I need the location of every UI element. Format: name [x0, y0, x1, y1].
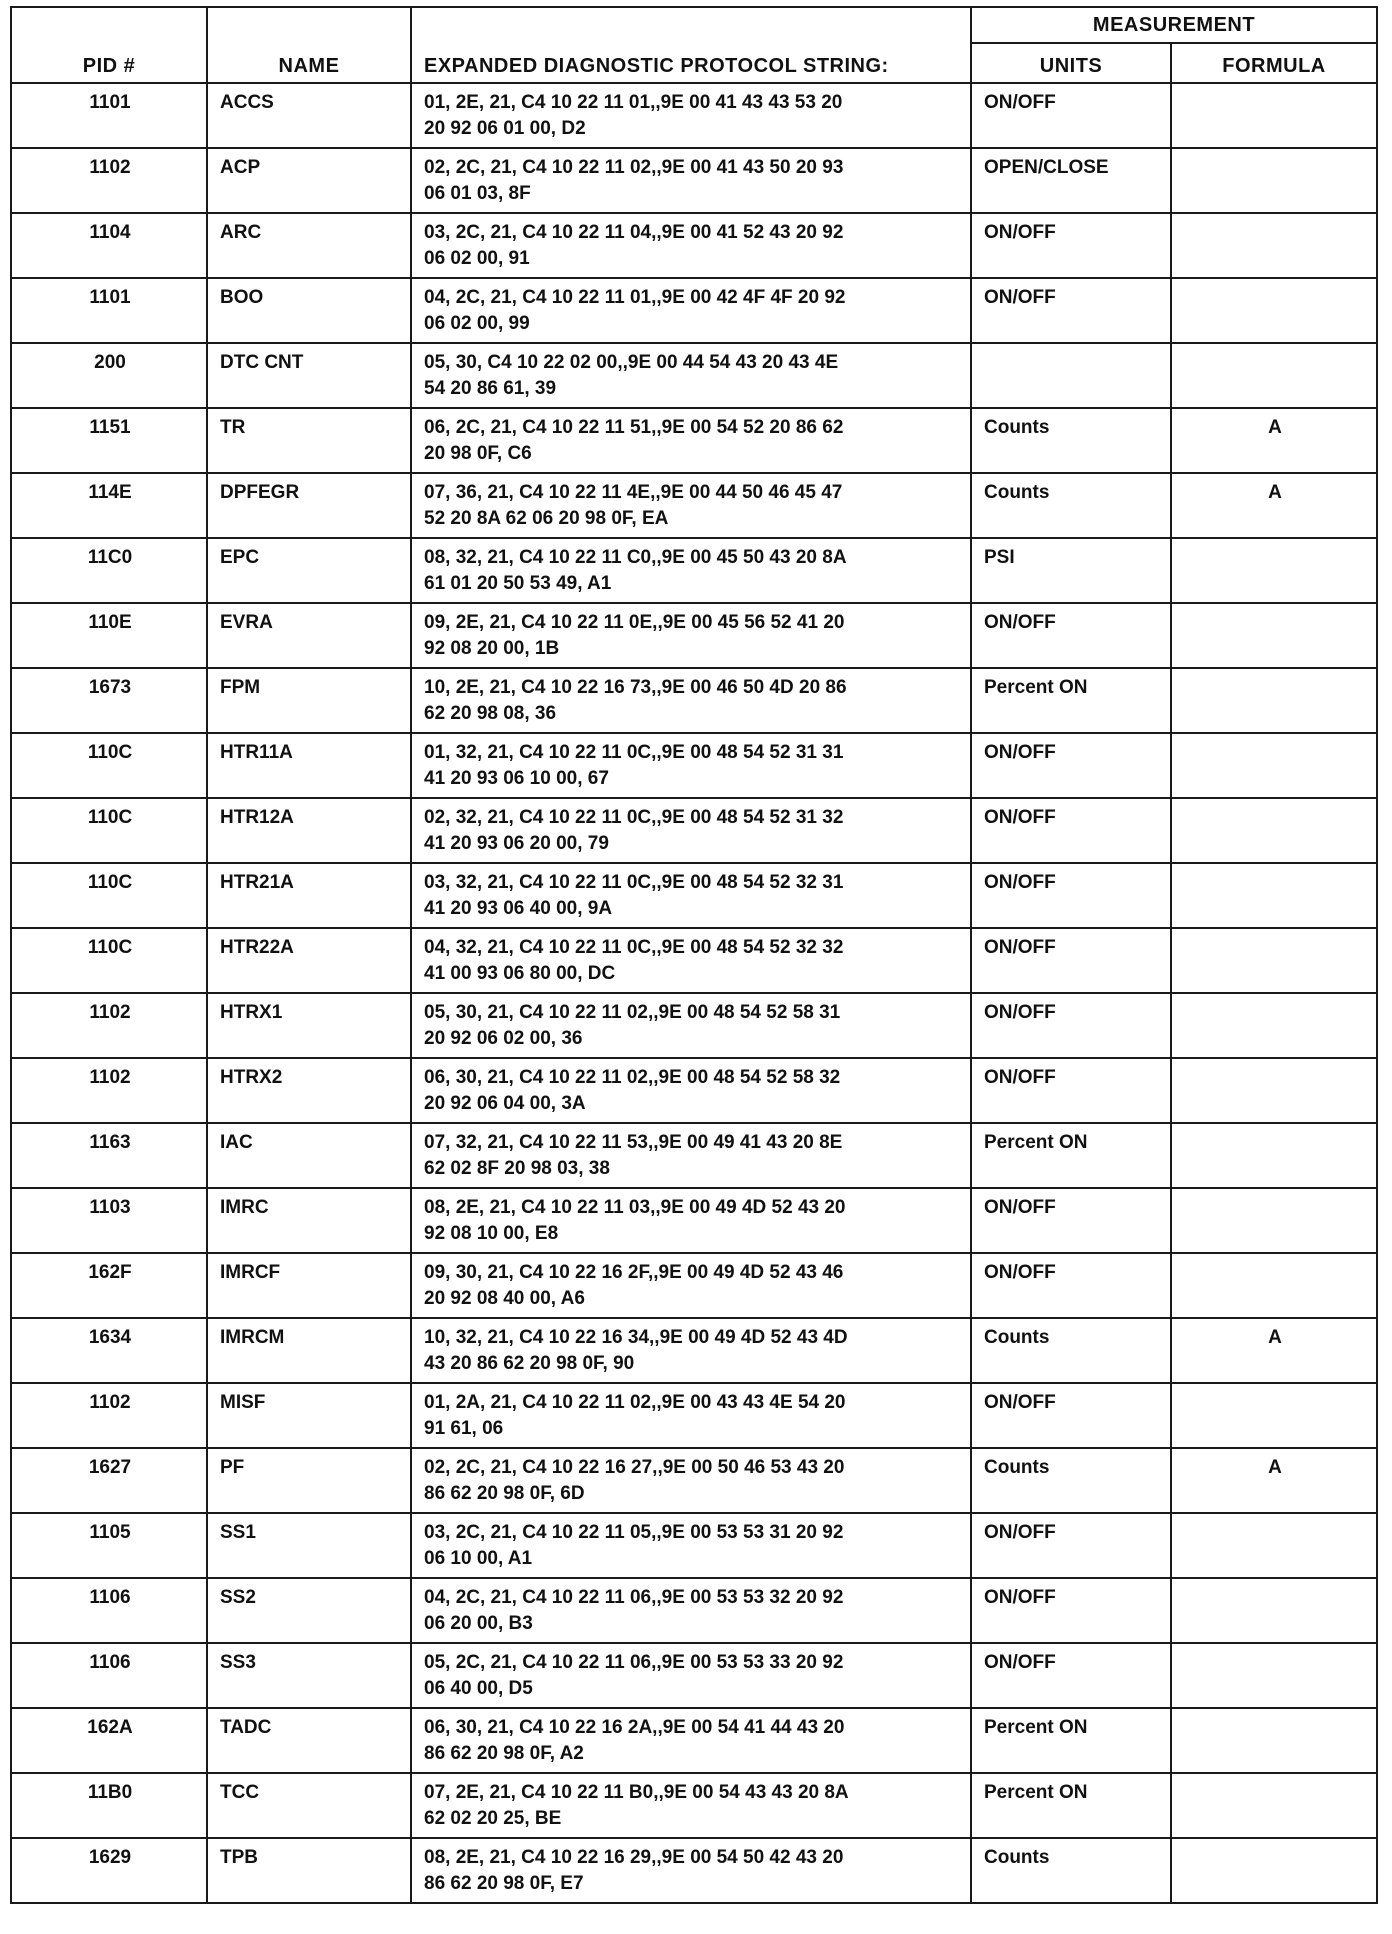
- protocol-string-line-1: 08, 32, 21, C4 10 22 11 C0,,9E 00 45 50 43 20 8A: [424, 547, 847, 568]
- protocol-string-line-1: 01, 2A, 21, C4 10 22 11 02,,9E 00 43 43 4E 54 20: [424, 1392, 846, 1413]
- pid-cell: 1102: [11, 148, 207, 213]
- table-row: [11, 1318, 1377, 1383]
- units-cell: Percent ON: [971, 1708, 1171, 1773]
- protocol-string-line-1: 09, 2E, 21, C4 10 22 11 0E,,9E 00 45 56 52 41 20: [424, 612, 845, 633]
- table-row: [11, 993, 1377, 1058]
- name-cell: IMRCF: [207, 1253, 411, 1318]
- protocol-string-line-2: 06 02 00, 91: [424, 248, 530, 269]
- protocol-string-line-1: 04, 2C, 21, C4 10 22 11 06,,9E 00 53 53 32 20 92: [424, 1587, 844, 1608]
- protocol-string-line-2: 52 20 8A 62 06 20 98 0F, EA: [424, 508, 669, 529]
- table-row: [11, 1448, 1377, 1513]
- units-cell: ON/OFF: [971, 1578, 1171, 1643]
- formula-cell: A: [1171, 408, 1377, 473]
- protocol-string-line-2: 20 98 0F, C6: [424, 443, 532, 464]
- formula-cell: [1171, 343, 1377, 408]
- units-cell: ON/OFF: [971, 733, 1171, 798]
- pid-cell: 110E: [11, 603, 207, 668]
- protocol-string-cell: [411, 1708, 971, 1773]
- protocol-string-cell: [411, 1383, 971, 1448]
- formula-cell: [1171, 603, 1377, 668]
- pid-cell: 11C0: [11, 538, 207, 603]
- name-cell: HTR22A: [207, 928, 411, 993]
- header-pid: PID #: [11, 7, 207, 83]
- protocol-string-cell: [411, 1058, 971, 1123]
- table-row: [11, 1513, 1377, 1578]
- protocol-string-line-1: 04, 2C, 21, C4 10 22 11 01,,9E 00 42 4F 4F 20 92: [424, 287, 846, 308]
- formula-cell: [1171, 1058, 1377, 1123]
- protocol-string-cell: [411, 278, 971, 343]
- protocol-string-line-2: 20 92 06 01 00, D2: [424, 118, 586, 139]
- diagnostic-pid-table: [10, 6, 1378, 1904]
- units-cell: ON/OFF: [971, 798, 1171, 863]
- name-cell: ARC: [207, 213, 411, 278]
- name-cell: EPC: [207, 538, 411, 603]
- formula-cell: [1171, 1188, 1377, 1253]
- formula-cell: A: [1171, 1318, 1377, 1383]
- table-row: [11, 473, 1377, 538]
- protocol-string-cell: [411, 1318, 971, 1383]
- formula-cell: [1171, 1708, 1377, 1773]
- protocol-string-cell: [411, 213, 971, 278]
- table-row: [11, 798, 1377, 863]
- protocol-string-line-2: 62 02 20 25, BE: [424, 1808, 562, 1829]
- table-row: [11, 668, 1377, 733]
- table-row: [11, 603, 1377, 668]
- name-cell: IAC: [207, 1123, 411, 1188]
- name-cell: HTR11A: [207, 733, 411, 798]
- protocol-string-line-1: 05, 2C, 21, C4 10 22 11 06,,9E 00 53 53 33 20 92: [424, 1652, 844, 1673]
- pid-cell: 110C: [11, 928, 207, 993]
- header-units: UNITS: [971, 43, 1171, 83]
- protocol-string-line-2: 20 92 06 02 00, 36: [424, 1028, 583, 1049]
- pid-cell: 1627: [11, 1448, 207, 1513]
- table-row: [11, 213, 1377, 278]
- pid-cell: 1105: [11, 1513, 207, 1578]
- pid-cell: 1104: [11, 213, 207, 278]
- pid-cell: 1151: [11, 408, 207, 473]
- units-cell: ON/OFF: [971, 603, 1171, 668]
- formula-cell: [1171, 213, 1377, 278]
- protocol-string-line-1: 04, 32, 21, C4 10 22 11 0C,,9E 00 48 54 52 32 32: [424, 937, 844, 958]
- formula-cell: [1171, 1383, 1377, 1448]
- units-cell: ON/OFF: [971, 993, 1171, 1058]
- formula-cell: A: [1171, 1448, 1377, 1513]
- pid-cell: 1102: [11, 993, 207, 1058]
- table-body: [11, 83, 1377, 1903]
- protocol-string-line-1: 09, 30, 21, C4 10 22 16 2F,,9E 00 49 4D 52 43 46: [424, 1262, 844, 1283]
- protocol-string-line-1: 01, 2E, 21, C4 10 22 11 01,,9E 00 41 43 43 53 20: [424, 92, 843, 113]
- protocol-string-line-2: 41 20 93 06 20 00, 79: [424, 833, 609, 854]
- protocol-string-line-2: 91 61, 06: [424, 1418, 504, 1439]
- units-cell: [971, 343, 1171, 408]
- formula-cell: [1171, 1578, 1377, 1643]
- protocol-string-cell: [411, 1578, 971, 1643]
- table-row: [11, 278, 1377, 343]
- pid-cell: 162A: [11, 1708, 207, 1773]
- name-cell: SS2: [207, 1578, 411, 1643]
- protocol-string-line-2: 86 62 20 98 0F, E7: [424, 1873, 584, 1894]
- units-cell: Percent ON: [971, 1773, 1171, 1838]
- name-cell: ACCS: [207, 83, 411, 148]
- protocol-string-line-1: 07, 36, 21, C4 10 22 11 4E,,9E 00 44 50 46 45 47: [424, 482, 843, 503]
- formula-cell: [1171, 798, 1377, 863]
- formula-cell: [1171, 278, 1377, 343]
- units-cell: ON/OFF: [971, 213, 1171, 278]
- pid-cell: 162F: [11, 1253, 207, 1318]
- protocol-string-cell: [411, 1773, 971, 1838]
- protocol-string-line-2: 06 10 00, A1: [424, 1548, 533, 1569]
- protocol-string-line-2: 41 00 93 06 80 00, DC: [424, 963, 616, 984]
- protocol-string-line-1: 06, 2C, 21, C4 10 22 11 51,,9E 00 54 52 20 86 62: [424, 417, 844, 438]
- units-cell: Counts: [971, 1318, 1171, 1383]
- header-formula: FORMULA: [1171, 43, 1377, 83]
- pid-cell: 1102: [11, 1058, 207, 1123]
- protocol-string-line-1: 08, 2E, 21, C4 10 22 16 29,,9E 00 54 50 42 43 20: [424, 1847, 844, 1868]
- pid-cell: 1101: [11, 83, 207, 148]
- pid-cell: 110C: [11, 863, 207, 928]
- protocol-string-cell: [411, 863, 971, 928]
- protocol-string-cell: [411, 668, 971, 733]
- protocol-string-line-1: 08, 2E, 21, C4 10 22 11 03,,9E 00 49 4D 52 43 20: [424, 1197, 846, 1218]
- protocol-string-line-2: 06 02 00, 99: [424, 313, 530, 334]
- units-cell: Counts: [971, 1448, 1171, 1513]
- formula-cell: [1171, 1253, 1377, 1318]
- name-cell: ACP: [207, 148, 411, 213]
- formula-cell: [1171, 538, 1377, 603]
- name-cell: SS1: [207, 1513, 411, 1578]
- units-cell: Counts: [971, 408, 1171, 473]
- name-cell: IMRCM: [207, 1318, 411, 1383]
- name-cell: MISF: [207, 1383, 411, 1448]
- protocol-string-line-1: 10, 2E, 21, C4 10 22 16 73,,9E 00 46 50 4D 20 86: [424, 677, 847, 698]
- name-cell: HTRX2: [207, 1058, 411, 1123]
- units-cell: OPEN/CLOSE: [971, 148, 1171, 213]
- protocol-string-line-1: 07, 2E, 21, C4 10 22 11 B0,,9E 00 54 43 43 20 8A: [424, 1782, 849, 1803]
- pid-cell: 11B0: [11, 1773, 207, 1838]
- protocol-string-cell: [411, 1123, 971, 1188]
- units-cell: PSI: [971, 538, 1171, 603]
- protocol-string-line-1: 03, 2C, 21, C4 10 22 11 05,,9E 00 53 53 31 20 92: [424, 1522, 844, 1543]
- table-row: [11, 1643, 1377, 1708]
- formula-cell: [1171, 863, 1377, 928]
- header-name: NAME: [207, 7, 411, 83]
- table-row: [11, 1253, 1377, 1318]
- protocol-string-cell: [411, 603, 971, 668]
- name-cell: IMRC: [207, 1188, 411, 1253]
- units-cell: Percent ON: [971, 668, 1171, 733]
- formula-cell: [1171, 1123, 1377, 1188]
- pid-cell: 110C: [11, 733, 207, 798]
- protocol-string-line-2: 06 20 00, B3: [424, 1613, 533, 1634]
- units-cell: ON/OFF: [971, 1383, 1171, 1448]
- units-cell: ON/OFF: [971, 278, 1171, 343]
- name-cell: EVRA: [207, 603, 411, 668]
- pid-cell: 1101: [11, 278, 207, 343]
- protocol-string-line-2: 41 20 93 06 10 00, 67: [424, 768, 609, 789]
- formula-cell: [1171, 668, 1377, 733]
- protocol-string-line-2: 06 01 03, 8F: [424, 183, 531, 204]
- pid-cell: 1106: [11, 1578, 207, 1643]
- name-cell: DPFEGR: [207, 473, 411, 538]
- protocol-string-line-2: 43 20 86 62 20 98 0F, 90: [424, 1353, 635, 1374]
- table-row: [11, 1383, 1377, 1448]
- protocol-string-cell: [411, 993, 971, 1058]
- protocol-string-cell: [411, 538, 971, 603]
- protocol-string-cell: [411, 1838, 971, 1903]
- name-cell: BOO: [207, 278, 411, 343]
- protocol-string-line-2: 20 92 06 04 00, 3A: [424, 1093, 586, 1114]
- units-cell: ON/OFF: [971, 1058, 1171, 1123]
- protocol-string-line-1: 07, 32, 21, C4 10 22 11 53,,9E 00 49 41 43 20 8E: [424, 1132, 843, 1153]
- formula-cell: [1171, 1773, 1377, 1838]
- table-row: [11, 1838, 1377, 1903]
- table-row: [11, 83, 1377, 148]
- protocol-string-cell: [411, 473, 971, 538]
- table-row: [11, 1708, 1377, 1773]
- table-row: [11, 863, 1377, 928]
- name-cell: TCC: [207, 1773, 411, 1838]
- pid-cell: 200: [11, 343, 207, 408]
- protocol-string-line-1: 03, 2C, 21, C4 10 22 11 04,,9E 00 41 52 43 20 92: [424, 222, 844, 243]
- name-cell: TR: [207, 408, 411, 473]
- formula-cell: [1171, 1643, 1377, 1708]
- protocol-string-line-2: 61 01 20 50 53 49, A1: [424, 573, 612, 594]
- pid-cell: 1103: [11, 1188, 207, 1253]
- protocol-string-cell: [411, 1643, 971, 1708]
- pid-cell: 1634: [11, 1318, 207, 1383]
- protocol-string-cell: [411, 798, 971, 863]
- units-cell: ON/OFF: [971, 1513, 1171, 1578]
- protocol-string-line-2: 41 20 93 06 40 00, 9A: [424, 898, 613, 919]
- name-cell: HTR12A: [207, 798, 411, 863]
- pid-cell: 1629: [11, 1838, 207, 1903]
- protocol-string-cell: [411, 1513, 971, 1578]
- protocol-string-line-1: 01, 32, 21, C4 10 22 11 0C,,9E 00 48 54 52 31 31: [424, 742, 844, 763]
- name-cell: PF: [207, 1448, 411, 1513]
- protocol-string-cell: [411, 343, 971, 408]
- protocol-string-line-1: 10, 32, 21, C4 10 22 16 34,,9E 00 49 4D 52 43 4D: [424, 1327, 848, 1348]
- pid-cell: 1102: [11, 1383, 207, 1448]
- header-protocol-string: EXPANDED DIAGNOSTIC PROTOCOL STRING:: [411, 7, 971, 83]
- protocol-string-cell: [411, 733, 971, 798]
- protocol-string-line-2: 92 08 20 00, 1B: [424, 638, 560, 659]
- protocol-string-line-2: 62 20 98 08, 36: [424, 703, 557, 724]
- protocol-string-line-2: 86 62 20 98 0F, A2: [424, 1743, 584, 1764]
- protocol-string-line-1: 05, 30, 21, C4 10 22 11 02,,9E 00 48 54 52 58 31: [424, 1002, 841, 1023]
- protocol-string-line-1: 02, 2C, 21, C4 10 22 16 27,,9E 00 50 46 53 43 20: [424, 1457, 845, 1478]
- protocol-string-line-2: 54 20 86 61, 39: [424, 378, 557, 399]
- header-row-top: [11, 7, 1377, 43]
- protocol-string-line-2: 86 62 20 98 0F, 6D: [424, 1483, 585, 1504]
- formula-cell: [1171, 1838, 1377, 1903]
- protocol-string-line-2: 92 08 10 00, E8: [424, 1223, 559, 1244]
- units-cell: ON/OFF: [971, 1188, 1171, 1253]
- protocol-string-line-2: 62 02 8F 20 98 03, 38: [424, 1158, 610, 1179]
- protocol-string-cell: [411, 83, 971, 148]
- protocol-string-line-1: 03, 32, 21, C4 10 22 11 0C,,9E 00 48 54 52 32 31: [424, 872, 844, 893]
- table-row: [11, 928, 1377, 993]
- formula-cell: [1171, 928, 1377, 993]
- table-row: [11, 1058, 1377, 1123]
- protocol-string-line-1: 05, 30, C4 10 22 02 00,,9E 00 44 54 43 20 43 4E: [424, 352, 839, 373]
- protocol-string-line-1: 02, 2C, 21, C4 10 22 11 02,,9E 00 41 43 50 20 93: [424, 157, 844, 178]
- protocol-string-line-1: 06, 30, 21, C4 10 22 11 02,,9E 00 48 54 52 58 32: [424, 1067, 841, 1088]
- table-row: [11, 343, 1377, 408]
- header-measurement: MEASUREMENT: [971, 7, 1377, 43]
- pid-cell: 110C: [11, 798, 207, 863]
- pid-cell: 114E: [11, 473, 207, 538]
- name-cell: FPM: [207, 668, 411, 733]
- units-cell: ON/OFF: [971, 1643, 1171, 1708]
- formula-cell: A: [1171, 473, 1377, 538]
- name-cell: TPB: [207, 1838, 411, 1903]
- table-row: [11, 148, 1377, 213]
- protocol-string-line-2: 06 40 00, D5: [424, 1678, 533, 1699]
- protocol-string-line-1: 02, 32, 21, C4 10 22 11 0C,,9E 00 48 54 52 31 32: [424, 807, 844, 828]
- units-cell: ON/OFF: [971, 928, 1171, 993]
- document-page: [10, 6, 1376, 1922]
- units-cell: Counts: [971, 473, 1171, 538]
- protocol-string-cell: [411, 148, 971, 213]
- name-cell: SS3: [207, 1643, 411, 1708]
- table-row: [11, 538, 1377, 603]
- protocol-string-cell: [411, 408, 971, 473]
- units-cell: Percent ON: [971, 1123, 1171, 1188]
- formula-cell: [1171, 1513, 1377, 1578]
- name-cell: HTR21A: [207, 863, 411, 928]
- name-cell: TADC: [207, 1708, 411, 1773]
- units-cell: ON/OFF: [971, 1253, 1171, 1318]
- table-row: [11, 733, 1377, 798]
- name-cell: HTRX1: [207, 993, 411, 1058]
- protocol-string-cell: [411, 1188, 971, 1253]
- table-row: [11, 1773, 1377, 1838]
- units-cell: ON/OFF: [971, 863, 1171, 928]
- table-row: [11, 1188, 1377, 1253]
- units-cell: ON/OFF: [971, 83, 1171, 148]
- name-cell: DTC CNT: [207, 343, 411, 408]
- table-row: [11, 408, 1377, 473]
- units-cell: Counts: [971, 1838, 1171, 1903]
- pid-cell: 1673: [11, 668, 207, 733]
- pid-cell: 1163: [11, 1123, 207, 1188]
- protocol-string-line-2: 20 92 08 40 00, A6: [424, 1288, 585, 1309]
- formula-cell: [1171, 733, 1377, 798]
- protocol-string-cell: [411, 1253, 971, 1318]
- protocol-string-cell: [411, 1448, 971, 1513]
- formula-cell: [1171, 993, 1377, 1058]
- table-row: [11, 1123, 1377, 1188]
- pid-cell: 1106: [11, 1643, 207, 1708]
- protocol-string-line-1: 06, 30, 21, C4 10 22 16 2A,,9E 00 54 41 44 43 20: [424, 1717, 845, 1738]
- formula-cell: [1171, 148, 1377, 213]
- table-row: [11, 1578, 1377, 1643]
- protocol-string-cell: [411, 928, 971, 993]
- formula-cell: [1171, 83, 1377, 148]
